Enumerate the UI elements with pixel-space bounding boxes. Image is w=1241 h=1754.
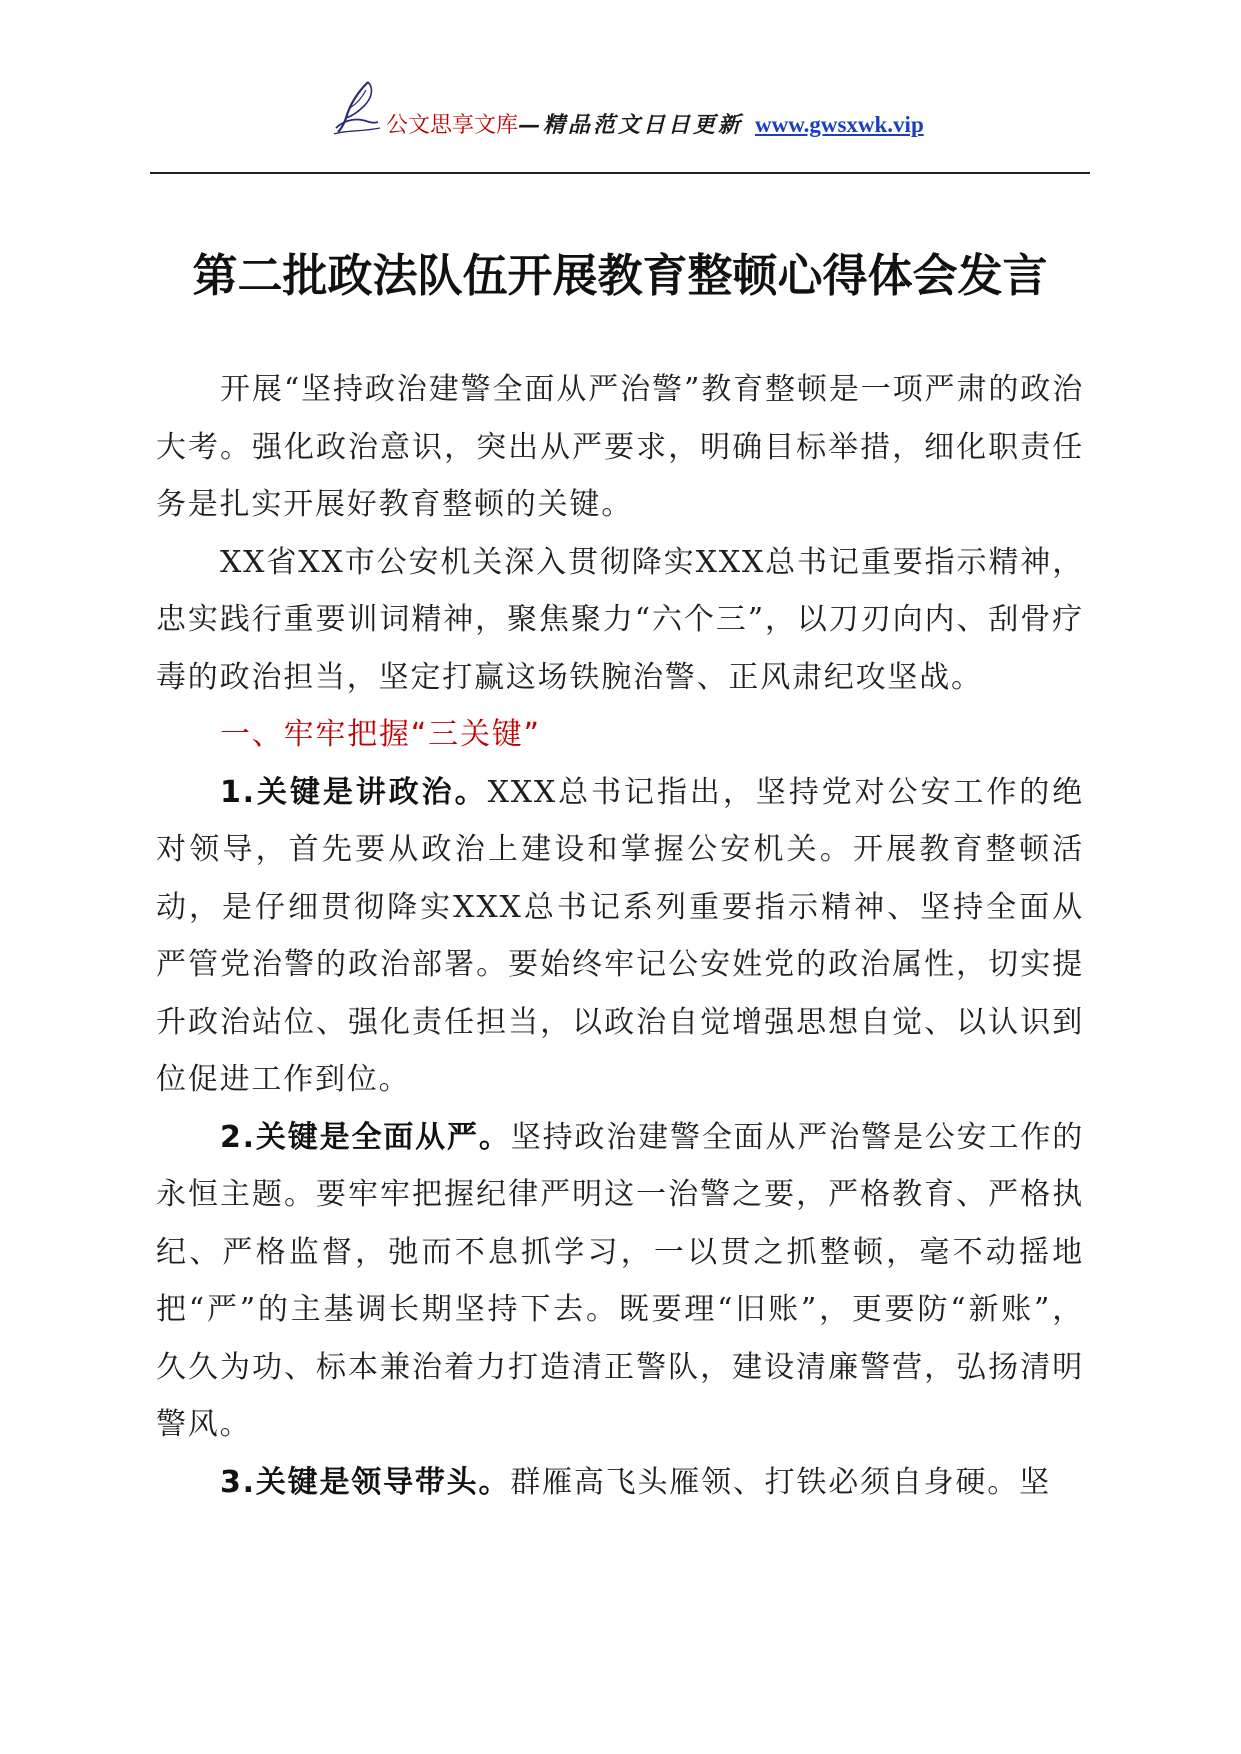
item-lead-2: 2.关键是全面从严。 [220, 1119, 511, 1155]
item-text-1: XXX总书记指出，坚持党对公安工作的绝对领导，首先要从政治上建设和掌握公安机关。开展教育整顿活动，是仔细贯彻降实XXX总书记系列重要指示精神、坚持全面从严管党治警的政治部署。要始终牢记公安姓党的政治属性，切实提升政治站位、强化责任担当，以政治自觉增强思想自觉、以认识到位促进工作到位。 [156, 774, 1084, 1097]
item-lead-3: 3.关键是领导带头。 [220, 1464, 511, 1500]
page-header [150, 72, 1090, 182]
header-divider [150, 172, 1090, 174]
intro-paragraph-2: XX省XX市公安机关深入贯彻降实XXX总书记重要指示精神，忠实践行重要训词精神，聚焦聚力“六个三”，以刀刃向内、刮骨疗毒的政治担当，坚定打赢这场铁腕治警、正风肃纪攻坚战。 [156, 544, 1084, 695]
brand-url-link[interactable]: www.gwsxwk.vip [755, 112, 924, 137]
item-text-2: 坚持政治建警全面从严治警是公安工作的永恒主题。要牢牢把握纪律严明这一治警之要，严格教育、严格执纪、严格监督，弛而不息抓学习，一以贯之抓整顿，毫不动摇地把“严”的主基调长期坚持下去。既要理“旧账”，更要防“新账”，久久为功、标本兼治着力打造清正警队，建设清廉警营，弘扬清明警风。 [156, 1119, 1084, 1442]
document-body [156, 361, 1084, 1511]
intro-paragraph-1: 开展“坚持政治建警全面从严治警”教育整顿是一项严肃的政治大考。强化政治意识，突出从严要求，明确目标举措，细化职责任务是扎实开展好教育整顿的关键。 [156, 372, 1084, 522]
document-title: 第二批政法队伍开展教育整顿心得体会发言 [192, 249, 1048, 302]
brand-name: 公文思享文库 [386, 113, 519, 138]
item-paragraph-3 [156, 1454, 1084, 1512]
item-paragraph-2 [156, 1109, 1084, 1454]
brand-slogan: —精品范文日日更新 [518, 112, 744, 138]
item-lead-1: 1.关键是讲政治。 [220, 774, 488, 810]
section-heading: 一、牢牢把握“三关键” [220, 717, 541, 752]
item-text-3: 群雁高飞头雁领、打铁必须自身硬。坚 [510, 1464, 1051, 1500]
quill-pen-icon [328, 78, 384, 136]
header-brand-line [386, 112, 924, 139]
item-paragraph-1 [156, 764, 1084, 1109]
